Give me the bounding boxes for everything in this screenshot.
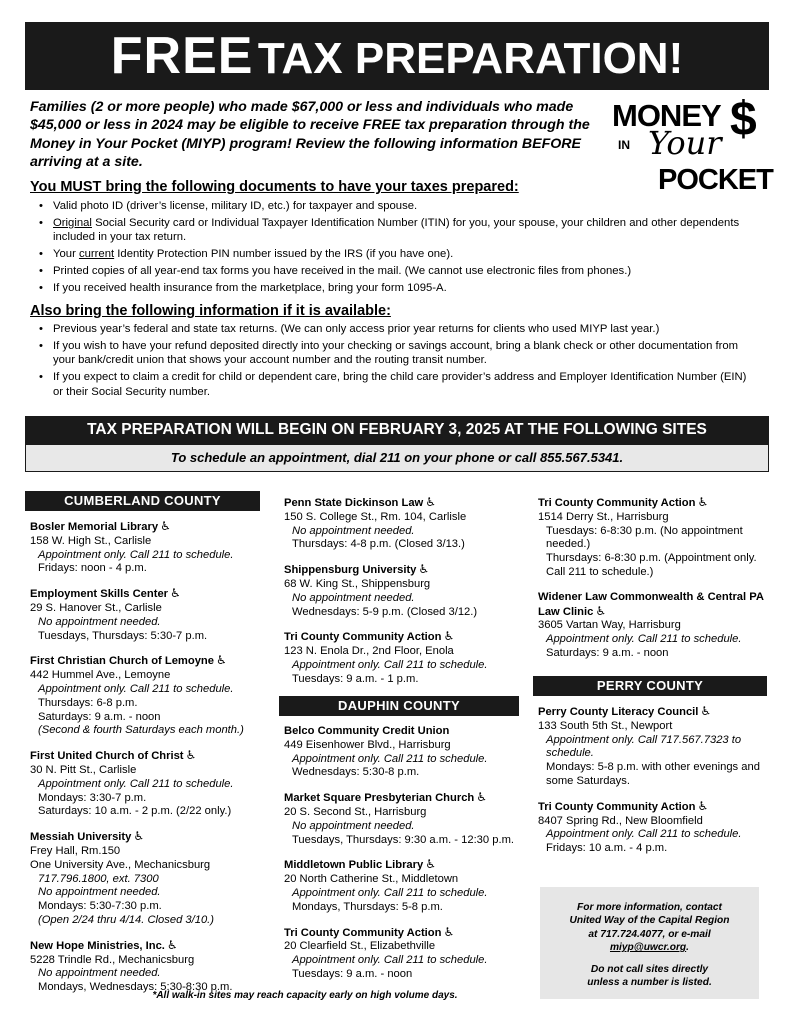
required-doc-item: [37, 264, 757, 279]
site-detail-line: Appointment only. Call 211 to schedule.: [38, 777, 234, 790]
site-detail-line: Appointment only. Call 211 to schedule.: [38, 682, 234, 695]
site-name: [284, 858, 519, 873]
site-detail-line: Fridays: noon - 4 p.m.: [38, 562, 147, 575]
site-detail-line: Appointment only. Call 211 to schedule.: [292, 886, 488, 899]
optional-info-list: [37, 322, 757, 402]
site-detail-line: 30 N. Pitt St., Carlisle: [30, 763, 137, 776]
required-doc-item: [37, 216, 757, 245]
site-entry: [284, 496, 519, 552]
site-name-text: Employment Skills Center: [30, 588, 169, 601]
site-name-text: Tri County Community Action: [284, 926, 442, 939]
county-header-perry: PERRY COUNTY: [533, 676, 767, 696]
wheelchair-accessible-icon: ♿: [166, 937, 178, 952]
required-docs-list: [37, 199, 757, 298]
site-detail-line: 717.796.1800, ext. 7300: [38, 872, 159, 885]
site-detail-line: 8407 Spring Rd., New Bloomfield: [538, 814, 703, 827]
wheelchair-accessible-icon: ♿: [425, 857, 436, 872]
site-detail-line: Appointment only. Call 211 to schedule.: [292, 658, 488, 671]
site-detail-line: Fridays: 10 a.m. - 4 p.m.: [546, 842, 668, 855]
site-detail-line: No appointment needed.: [38, 615, 161, 628]
site-detail-line: 68 W. King St., Shippensburg: [284, 577, 431, 590]
info-email-link[interactable]: miyp@uwcr.org: [609, 942, 687, 954]
site-entry: [30, 520, 260, 576]
site-detail-line: Mondays: 5:30-7:30 p.m.: [38, 900, 162, 913]
site-name: [30, 830, 260, 845]
wheelchair-accessible-icon: ♿: [443, 924, 455, 939]
wheelchair-accessible-icon: ♿: [185, 748, 197, 763]
site-name: [284, 496, 519, 511]
site-detail-line: No appointment needed.: [38, 886, 161, 899]
column-cumberland: [25, 491, 260, 1006]
site-detail-line: Appointment only. Call 211 to schedule.: [546, 828, 742, 841]
eligibility-intro: Families (2 or more people) who made $67,000 or less and individuals who made $45,000 or less in 2024 may be eligible to receive FREE tax preparation through the Money in Your Pocket (MIYP) program! Review the following information BEFORE arriving at a site.: [30, 99, 590, 170]
site-detail-line: (Second & fourth Saturdays each month.): [38, 724, 244, 737]
site-name-text: First Christian Church of Lemoyne: [30, 655, 214, 668]
required-doc-item: [37, 281, 757, 296]
site-name: [30, 520, 260, 535]
site-detail-line: 150 S. College St., Rm. 104, Carlisle: [284, 510, 467, 523]
wheelchair-accessible-icon: ♿: [133, 829, 145, 844]
title-tax-preparation: TAX PREPARATION!: [257, 34, 684, 83]
site-entry: [284, 791, 519, 847]
site-name-text: Tri County Community Action: [538, 497, 696, 509]
wheelchair-accessible-icon: ♿: [697, 798, 709, 813]
info-line-5: Do not call sites directly: [590, 963, 709, 975]
site-name-text: Market Square Presbyterian Church: [284, 792, 475, 805]
title-banner: [25, 22, 769, 90]
site-detail-line: One University Ave., Mechanicsburg: [30, 858, 211, 871]
site-detail-line: 1514 Derry St., Harrisburg: [538, 510, 669, 523]
site-detail-line: 20 S. Second St., Harrisburg: [284, 805, 427, 818]
logo-in: IN: [618, 138, 630, 152]
county-header-dauphin: DAUPHIN COUNTY: [279, 696, 519, 716]
site-entry: [538, 800, 767, 856]
site-detail-line: (Open 2/24 thru 4/14. Closed 3/10.): [38, 913, 215, 926]
site-entry: [30, 939, 260, 995]
site-detail-line: No appointment needed.: [292, 591, 415, 604]
site-name-text: Bosler Memorial Library: [30, 521, 159, 533]
site-detail-line: Mondays, Thursdays: 5-8 p.m.: [292, 900, 443, 913]
title-free: FREE: [110, 27, 254, 85]
site-detail-line: Thursdays: 6-8 p.m.: [38, 696, 138, 709]
required-doc-text: Social Security card or Individual Taxpayer Identification Number (ITIN) for you, your spouse, your children and other dependents included in your tax return.: [53, 216, 740, 244]
column-perry: [533, 676, 767, 867]
site-detail-line: Thursdays: 6-8:30 p.m. (Appointment only. Call 211 to schedule.): [546, 552, 757, 578]
site-name-text: New Hope Ministries, Inc.: [30, 939, 165, 952]
wheelchair-accessible-icon: ♿: [700, 704, 712, 718]
site-name: [30, 939, 260, 954]
site-detail-line: Mondays: 5-8 p.m. with other evenings and some Saturdays.: [546, 761, 760, 787]
site-detail-line: Appointment only. Call 717.567.7323 to schedule.: [546, 733, 742, 760]
required-doc-prefix: Your: [53, 248, 79, 261]
required-docs-heading: You MUST bring the following documents to have your taxes prepared:: [30, 179, 519, 195]
optional-info-item: • If you expect to claim a credit for child or dependent care, bring the child care provider’s address and Employer Identification Number (EIN) or their Social Security number.: [37, 370, 757, 399]
site-detail-line: 133 South 5th St., Newport: [538, 719, 673, 732]
site-detail-line: Thursdays: 4-8 p.m. (Closed 3/13.): [292, 538, 465, 551]
site-entry: [538, 496, 767, 580]
wheelchair-accessible-icon: ♿: [216, 653, 227, 668]
logo-your: Your: [648, 124, 722, 162]
optional-info-item: • If you wish to have your refund deposited directly into your checking or savings account, bring a blank check or other documentation from your bank/credit union that shows your account number and the routing transit number.: [37, 339, 757, 368]
site-detail-line: 5228 Trindle Rd., Mechanicsburg: [30, 953, 195, 966]
info-line-2: United Way of the Capital Region: [569, 915, 730, 927]
logo-pocket: POCKET: [658, 164, 773, 196]
site-entry: [538, 705, 767, 789]
county-header-cumberland: CUMBERLAND COUNTY: [25, 491, 260, 511]
money-in-your-pocket-logo: [612, 93, 773, 198]
info-line-1: For more information, contact: [577, 902, 722, 913]
required-doc-text: Identity Protection PIN number issued by the IRS (if you have one).: [114, 248, 454, 261]
site-name: [30, 749, 260, 764]
site-name: [284, 563, 519, 578]
required-doc-text: If you received health insurance from the marketplace, bring your form 1095-A.: [53, 282, 447, 295]
required-doc-emphasis: current: [78, 248, 115, 261]
wheelchair-accessible-icon: ♿: [160, 519, 171, 533]
required-doc-emphasis: Original: [53, 216, 92, 229]
site-detail-line: No appointment needed.: [292, 524, 415, 537]
site-detail-line: Saturdays: 9 a.m. - noon: [38, 710, 161, 723]
site-detail-line: Mondays: 3:30-7 p.m.: [38, 791, 147, 804]
site-name: [284, 791, 519, 806]
site-detail-line: Appointment only. Call 211 to schedule.: [38, 548, 234, 561]
site-detail-line: Appointment only. Call 211 to schedule.: [546, 633, 742, 646]
walk-in-footnote: *All walk-in sites may reach capacity early on high volume days.: [152, 990, 458, 1001]
site-name-text: Middletown Public Library: [284, 859, 424, 872]
wheelchair-accessible-icon: ♿: [476, 790, 488, 805]
site-detail-line: 20 North Catherine St., Middletown: [284, 873, 459, 886]
site-detail-line: Tuesdays, Thursdays: 9:30 a.m. - 12:30 p.m.: [292, 833, 514, 846]
site-detail-line: Appointment only. Call 211 to schedule.: [292, 954, 488, 967]
site-entry: [30, 587, 260, 643]
begin-date-bar: TAX PREPARATION WILL BEGIN ON FEBRUARY 3, 2025 AT THE FOLLOWING SITES: [25, 416, 769, 444]
site-detail-line: Tuesdays: 9 a.m. - noon: [292, 967, 413, 980]
site-detail-line: Frey Hall, Rm.150: [30, 844, 121, 857]
site-detail-line: 442 Hummel Ave., Lemoyne: [30, 669, 171, 682]
wheelchair-accessible-icon: ♿: [595, 603, 607, 618]
site-entry: [284, 563, 519, 619]
site-name: [538, 496, 767, 511]
optional-info-heading: Also bring the following information if it is available:: [30, 303, 391, 319]
site-detail-line: Tuesdays: 9 a.m. - 1 p.m.: [292, 672, 419, 685]
site-name: [284, 630, 519, 645]
site-name-text: Perry County Literacy Council: [538, 706, 699, 718]
logo-money: MONEY: [612, 98, 721, 133]
site-name-text: Messiah University: [30, 831, 132, 844]
wheelchair-accessible-icon: ♿: [418, 562, 430, 577]
info-email-suffix: .: [686, 942, 689, 954]
site-detail-line: 449 Eisenhower Blvd., Harrisburg: [284, 738, 451, 751]
site-name-text: Belco Community Credit Union: [284, 725, 450, 737]
site-detail-line: No appointment needed.: [292, 819, 415, 832]
required-doc-item: [37, 247, 757, 262]
wheelchair-accessible-icon: ♿: [170, 586, 181, 601]
site-detail-line: Tuesdays: 6-8:30 p.m. (No appointment needed.): [546, 524, 743, 551]
site-name: [284, 926, 519, 941]
site-detail-line: 123 N. Enola Dr., 2nd Floor, Enola: [284, 645, 454, 658]
schedule-bar: To schedule an appointment, dial 211 on your phone or call 855.567.5341.: [25, 444, 769, 472]
site-detail-line: 3605 Vartan Way, Harrisburg: [538, 619, 681, 632]
required-doc-text: Valid photo ID (driver’s license, military ID, etc.) for taxpayer and spouse.: [53, 200, 418, 212]
column-dauphin: [279, 696, 519, 993]
info-line-3: at 717.724.4077, or e-mail: [588, 928, 711, 940]
site-entry: [30, 830, 260, 928]
site-detail-line: Saturdays: 10 a.m. - 2 p.m. (2/22 only.): [38, 805, 232, 818]
site-detail-line: 20 Clearfield St., Elizabethville: [284, 940, 436, 953]
site-detail-line: Appointment only. Call 211 to schedule.: [292, 752, 488, 765]
site-detail-line: No appointment needed.: [38, 967, 161, 980]
site-entry: [538, 591, 767, 661]
site-name-text: Shippensburg University: [284, 564, 417, 577]
site-name: [30, 587, 260, 602]
site-entry: [30, 654, 260, 738]
site-entry: [284, 725, 519, 780]
site-name: [30, 654, 260, 669]
logo-dollar: $: [730, 93, 757, 146]
site-detail-line: Tuesdays, Thursdays: 5:30-7 p.m.: [38, 629, 208, 642]
site-detail-line: Wednesdays: 5-9 p.m. (Closed 3/12.): [292, 605, 478, 618]
info-line-6: unless a number is listed.: [587, 977, 712, 989]
wheelchair-accessible-icon: ♿: [443, 629, 455, 644]
site-name: [538, 800, 767, 815]
required-doc-item: [37, 199, 757, 214]
column-middle: [279, 496, 519, 698]
site-name: [538, 705, 767, 720]
site-entry: [284, 858, 519, 914]
site-entry: [30, 749, 260, 819]
site-name-text: First United Church of Christ: [30, 750, 184, 763]
optional-info-item: • Previous year’s federal and state tax returns. (We can only access prior year returns for clients who used MIYP last year.): [37, 322, 757, 337]
site-name-text: Tri County Community Action: [284, 631, 442, 644]
wheelchair-accessible-icon: ♿: [425, 495, 437, 509]
site-name-text: Penn State Dickinson Law: [284, 497, 424, 509]
site-detail-line: Saturdays: 9 a.m. - noon: [546, 646, 669, 659]
required-doc-text: Printed copies of all year-end tax forms you have received in the mail. (We cannot use electronic files from phones.): [53, 265, 632, 278]
site-name-text: Tri County Community Action: [538, 800, 696, 813]
site-name: [284, 725, 519, 739]
wheelchair-accessible-icon: ♿: [697, 495, 709, 509]
site-name-text: Widener Law Commonwealth & Central PA Law Clinic: [538, 590, 764, 618]
site-detail-line: Wednesdays: 5:30-8 p.m.: [292, 766, 420, 779]
site-entry: [284, 630, 519, 686]
column-right: [533, 496, 767, 672]
site-detail-line: Mondays, Wednesdays: 5:30-8:30 p.m.: [38, 981, 233, 994]
site-name: [538, 591, 767, 620]
site-detail-line: 29 S. Hanover St., Carlisle: [30, 601, 162, 614]
more-info-box: [540, 887, 759, 999]
site-detail-line: 158 W. High St., Carlisle: [30, 534, 152, 547]
site-entry: [284, 926, 519, 982]
